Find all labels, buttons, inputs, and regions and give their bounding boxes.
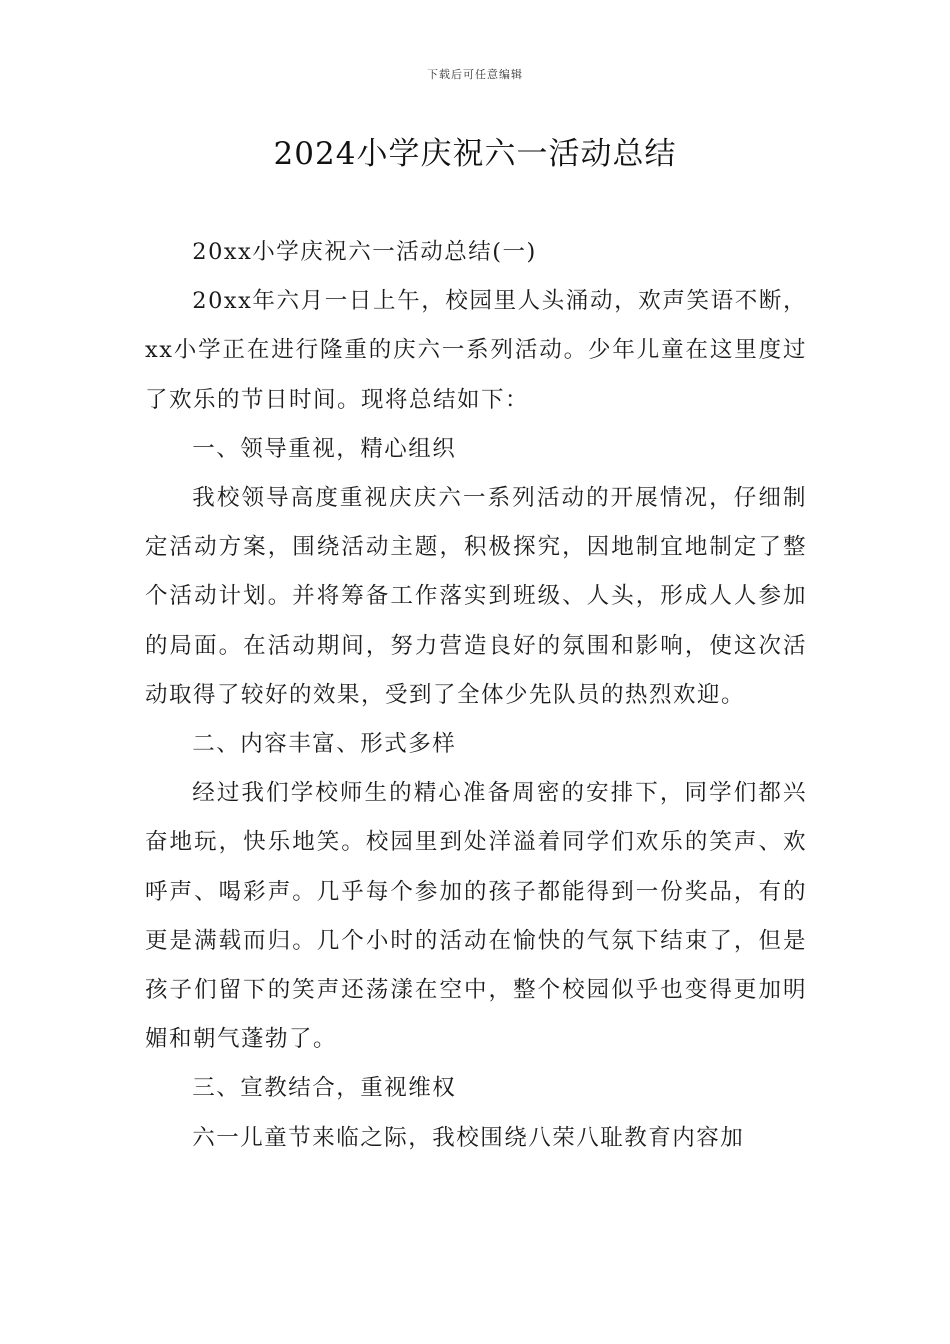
section-heading-education: 三、宣教结合，重视维权 <box>192 1075 457 1102</box>
paragraph-education: 六一儿童节来临之际，我校围绕八荣八耻教育内容加 <box>192 1124 745 1151</box>
document-title: 2024小学庆祝六一活动总结 <box>273 136 677 172</box>
paragraph-leadership: 我校领导高度重视庆庆六一系列活动的开展情况，仔细制定活动方案，围绕活动主题，积极探究，因地制宜地制定了整个活动计划。并将筹备工作落实到班级、人头，形成人人参加的局面。在活动期间，努力营造良好的氛围和影响，使这次活动取得了较好的效果，受到了全体少先队员的热烈欢迎。 <box>145 485 807 708</box>
section-heading-content: 二、内容丰富、形式多样 <box>192 731 457 758</box>
section-heading-leadership: 一、领导重视，精心组织 <box>192 435 457 462</box>
header-note: 下载后可任意编辑 <box>427 68 523 81</box>
paragraph-intro: 20xx年六月一日上午，校园里人头涌动，欢声笑语不断，xx小学正在进行隆重的庆六一系列活动。少年儿童在这里度过了欢乐的节日时间。现将总结如下： <box>145 288 807 413</box>
section-heading-1: 20xx小学庆祝六一活动总结(一) <box>192 239 537 265</box>
document-body <box>145 228 807 1163</box>
paragraph-content: 经过我们学校师生的精心准备周密的安排下，同学们都兴奋地玩，快乐地笑。校园里到处洋溢着同学们欢乐的笑声、欢呼声、喝彩声。几乎每个参加的孩子都能得到一份奖品，有的更是满载而归。几个小时的活动在愉快的气氛下结束了，但是孩子们留下的笑声还荡漾在空中，整个校园似乎也变得更加明媚和朝气蓬勃了。 <box>145 780 807 1053</box>
